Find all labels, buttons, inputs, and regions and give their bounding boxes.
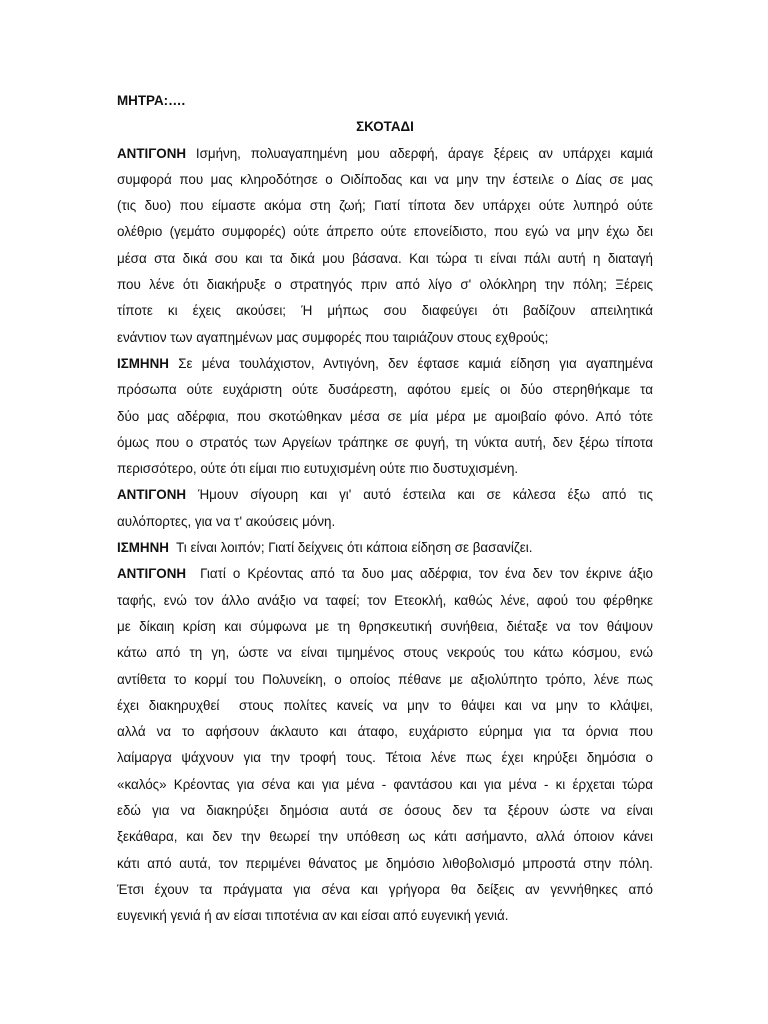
line-text: κάτω από τη γη, ώστε να είναι τιμημένος στους νεκρούς του κάτω κόσμου, ενώ [117,645,653,661]
line-text: «καλός» Κρέοντας για σένα και για μένα - φαντάσου και για μένα - κι έρχεται τώρα [117,776,653,792]
line-text: όμως που ο στρατός των Αργείων τράπηκε σε φυγή, τη νύκτα αυτή, δεν ξέρω τίποτα [117,434,653,450]
document-title: ΣΚΟΤΑΔΙ [356,119,414,135]
dialogue-line-speaker [117,561,653,587]
dialogue-line-speaker [117,535,653,561]
dialogue-line [117,824,653,850]
dialogue-line [117,193,653,219]
dialogue-line [117,640,653,666]
dialogue-line [117,219,653,245]
speaker-name: ΑΝΤΙΓΟΝΗ [117,487,187,503]
line-text: πρόσωπα ούτε ευχάριστη ούτε δυσάρεστη, αφότου εμείς οι δύο στερηθήκαμε τα [117,382,653,398]
dialogue-line-speaker [117,351,653,377]
speaker-name: ΑΝΤΙΓΟΝΗ [117,566,187,582]
speaker-name: ΑΝΤΙΓΟΝΗ [117,145,187,161]
line-text: Έτσι έχουν τα πράγματα για σένα και γρήγορα θα δείξεις αν γεννήθηκες από [117,881,653,897]
document-body [117,141,653,930]
dialogue-line [117,404,653,430]
line-text: κάτι από αυτά, τον περιμένει θάνατος με δημόσιο λιθοβολισμό μπροστά στην πόλη. [117,855,653,871]
line-text: Ήμουν σίγουρη και γι' αυτό έστειλα και σε κάλεσα έξω από τις [186,487,653,503]
dialogue-line [117,667,653,693]
dialogue-line [117,456,653,482]
speaker-name: ΙΣΜΗΝΗ [117,355,169,371]
dialogue-line [117,298,653,324]
dialogue-line [117,325,653,351]
line-text: ταφής, ενώ τον άλλο ανάξιο να ταφεί; τον Ετεοκλή, καθώς λένε, αφού του φέρθηκε [117,592,653,608]
dialogue-line [117,509,653,535]
dialogue-line [117,719,653,745]
document-page [117,88,653,930]
dialogue-line [117,588,653,614]
dialogue-line [117,246,653,272]
line-text: τίποτε κι έχεις ακούσει; Ή μήπως σου διαφεύγει ότι βαδίζουν απειλητικά [117,303,653,319]
dialogue-line [117,614,653,640]
dialogue-line [117,772,653,798]
dialogue-line [117,877,653,903]
line-text: (τις δυο) που είμαστε ακόμα στη ζωή; Γιατί τίποτα δεν υπάρχει ούτε λυπηρό ούτε [117,198,653,214]
line-text: ξεκάθαρα, και δεν την θεωρεί την υπόθεση ως κάτι ασήμαντο, αλλά όποιον κάνει [117,829,653,845]
line-text: Τι είναι λοιπόν; Γιατί δείχνεις ότι κάποια είδηση σε βασανίζει. [168,540,533,556]
line-text: που λένε ότι διακήρυξε ο στρατηγός πριν από λίγο σ' ολόκληρη την πόλη; Ξέρεις [117,277,653,293]
dialogue-line [117,377,653,403]
dialogue-line [117,167,653,193]
dialogue-line [117,430,653,456]
line-text: αλλά να το αφήσουν άκλαυτο και άταφο, ευχάριστο εύρημα για τα όρνια που [117,724,653,740]
dialogue-line [117,851,653,877]
line-text: αυλόπορτες, για να τ' ακούσεις μόνη. [117,513,336,529]
dialogue-line [117,693,653,719]
line-text: αντίθετα το κορμί του Πολυνείκη, ο οποίος πέθανε με αξιολύπητο τρόπο, λένε πως [117,671,653,687]
dialogue-line [117,903,653,929]
dialogue-line-speaker [117,482,653,508]
line-text: συμφορά που μας κληροδότησε ο Οιδίποδας και να μην την έστειλε ο Δίας σε μας [117,171,653,187]
line-text: έχει διακηρυχθεί στους πολίτες κανείς να μην το θάψει και να μην το κλάψει, [117,697,653,713]
dialogue-line [117,272,653,298]
line-text: λαίμαργα ψάχνουν για την τροφή τους. Τέτοια λένε πως έχει κηρύξει δημόσια ο [117,750,653,766]
dialogue-line-speaker [117,141,653,167]
line-text: Σε μένα τουλάχιστον, Αντιγόνη, δεν έφτασε καμιά είδηση για αγαπημένα [168,355,653,371]
speaker-name: ΙΣΜΗΝΗ [117,540,169,556]
line-text: ενάντιον των αγαπημένων μας συμφορές που ταιριάζουν στους εχθρούς; [117,329,549,345]
line-text: ευγενική γενιά ή αν είσαι τιποτένια αν και είσαι από ευγενική γενιά. [117,908,509,924]
line-text: εδώ για να διακηρύξει δημόσια αυτά σε όσους δεν τα ξέρουν ώστε να είναι [117,803,653,819]
line-text: με δίκαιη κρίση και σύμφωνα με τη θρησκευτική συνήθεια, διέταξε να τον θάψουν [117,618,653,634]
line-text: ολέθριο (γεμάτο συμφορές) ούτε άπρεπο ούτε επονείδιστο, που εγώ να μην έχω δει [117,224,653,240]
section-label: ΜΗΤΡΑ:…. [117,93,186,108]
line-text: περισσότερο, ούτε ότι είμαι πιο ευτυχισμένη ούτε πιο δυστυχισμένη. [117,461,519,477]
line-text: δύο μας αδέρφια, που σκοτώθηκαν μέσα σε μία μέρα με αμοιβαίο φόνο. Από τότε [117,408,653,424]
line-text: μέσα στα δικά σου και τα δικά μου βάσανα. Και τώρα τι είναι πάλι αυτή η διαταγή [117,250,653,266]
line-text: Γιατί ο Κρέοντας από τα δυο μας αδέρφια, τον ένα δεν τον έκρινε άξιο [186,566,653,582]
dialogue-line [117,745,653,771]
dialogue-line [117,798,653,824]
line-text: Ισμήνη, πολυαγαπημένη μου αδερφή, άραγε ξέρεις αν υπάρχει καμιά [186,145,653,161]
